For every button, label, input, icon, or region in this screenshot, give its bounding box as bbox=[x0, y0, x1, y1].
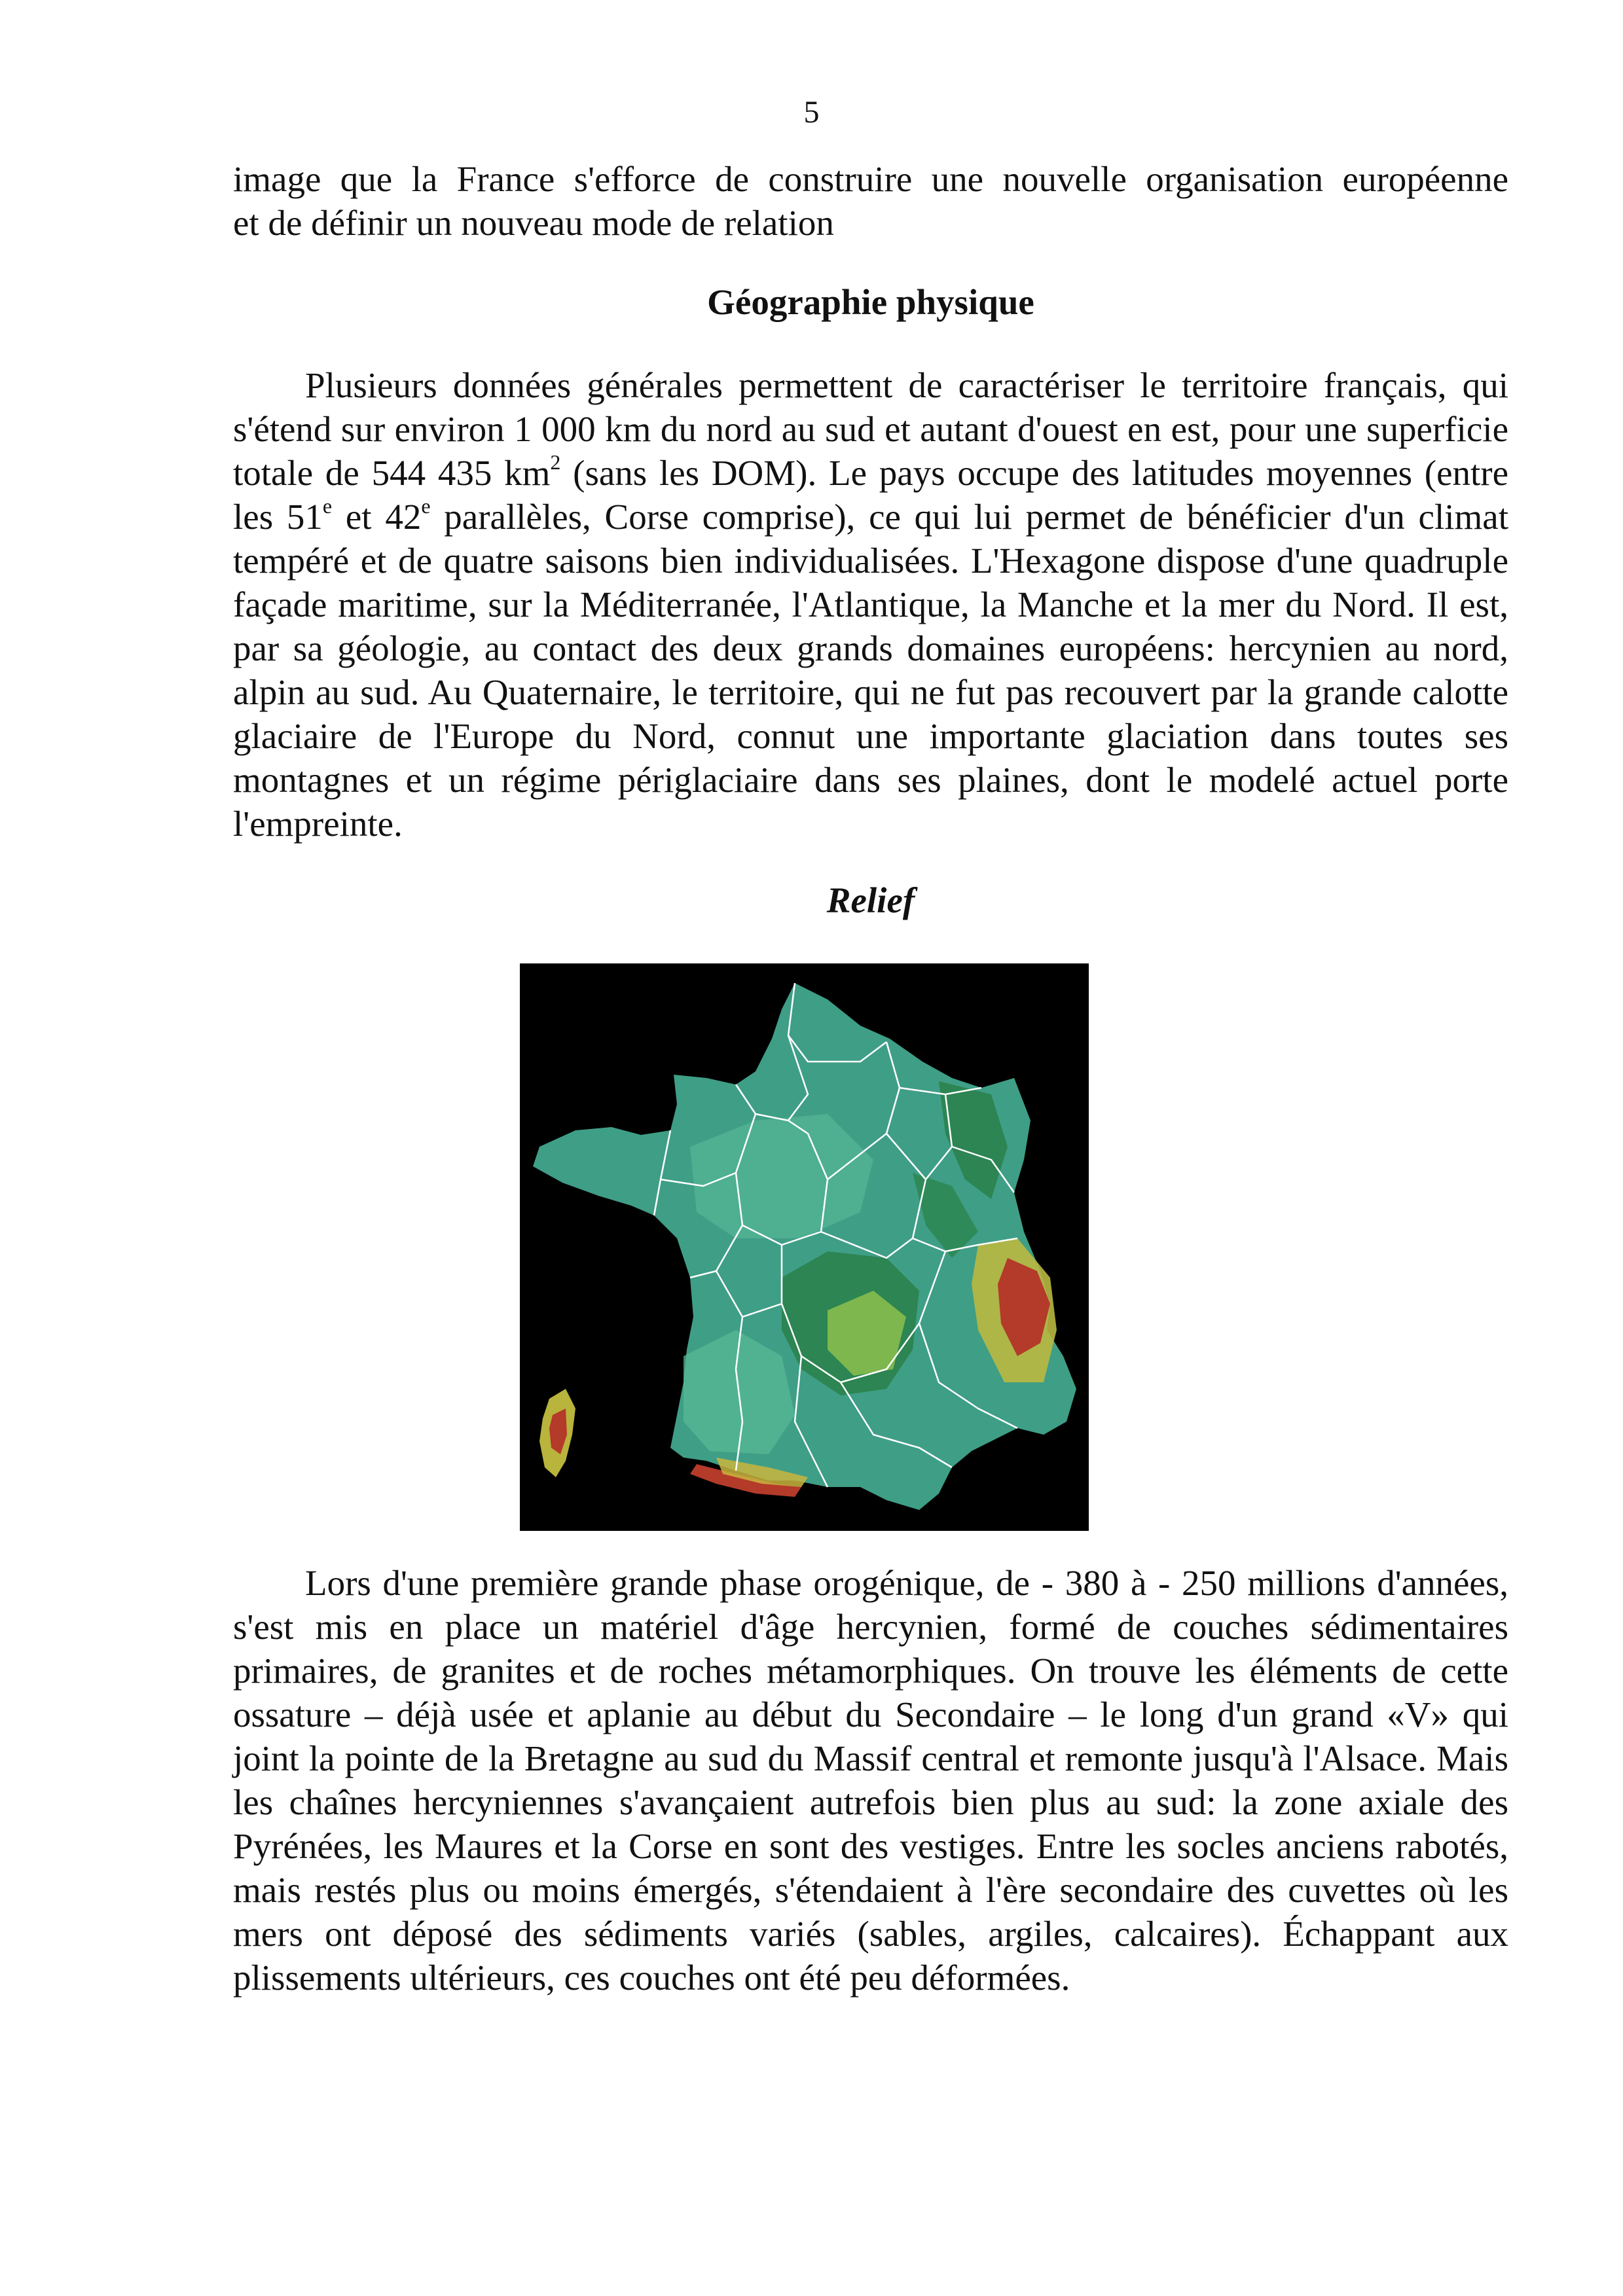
relief-map-figure bbox=[520, 963, 1089, 1531]
section-heading-geographie: Géographie physique bbox=[707, 282, 1034, 322]
geo-text-part-3: et 42 bbox=[332, 497, 422, 537]
superscript-42e: e bbox=[421, 494, 431, 518]
section-heading-relief: Relief bbox=[826, 880, 915, 920]
france-relief-map bbox=[520, 963, 1089, 1531]
geo-text-part-1: Plusieurs données générales permettent de caractériser le territoire français, qui s'étend sur environ 1 000 km du nord au sud et autant d'ouest en est, pour une superficie totale de 544 435 km bbox=[233, 365, 1508, 493]
geo-text-part-2: (sans les DOM). Le pays occupe des latitudes moyennes (entre les 51 bbox=[233, 453, 1509, 537]
superscript-km2: 2 bbox=[550, 450, 561, 474]
page-number: 5 bbox=[803, 95, 820, 130]
geo-text-part-4: parallèles, Corse comprise), ce qui lui permet de bénéficier d'un climat tempéré et de quatre saisons bien individualisées. L'Hexagone dispose d'une quadruple façade maritime, sur la Méditerranée, l'Atlantique, la Manche et la mer du Nord. Il est, par sa géologie, au contact des deux grands domaines européens: hercynien au nord, alpin au sud. Au Quaternaire, le territoire, qui ne fut pas recouvert par la grande calotte glaciaire de l'Europe du Nord, connut une importante glaciation dans toutes ses montagnes et un régime périglaciaire dans ses plaines, dont le modelé actuel porte l'empreinte. bbox=[233, 497, 1508, 844]
intro-paragraph bbox=[233, 157, 1508, 245]
intro-line-2: et de définir un nouveau mode de relation bbox=[233, 203, 834, 243]
geographie-paragraph bbox=[233, 363, 1508, 846]
superscript-51e: e bbox=[322, 494, 333, 518]
intro-line-1: image que la France s'efforce de construire une nouvelle organisation européenne bbox=[233, 159, 1508, 199]
relief-paragraph: Lors d'une première grande phase orogénique, de - 380 à - 250 millions d'années, s'est mis en place un matériel d'âge hercynien, formé de couches sédimentaires primaires, de granites et de roches métamorphiques. On trouve les éléments de cette ossature – déjà usée et aplanie au début du Secondaire – le long d'un grand «V» qui joint la pointe de la Bretagne au sud du Massif central et remonte jusqu'à l'Alsace. Mais les chaînes hercyniennes s'avançaient autrefois bien plus au sud: la zone axiale des Pyrénées, les Maures et la Corse en sont des vestiges. Entre les socles anciens rabotés, mais restés plus ou moins émergés, s'étendaient à l'ère secondaire des cuvettes où les mers ont déposé des sédiments variés (sables, argiles, calcaires). Échappant aux plissements ultérieurs, ces couches ont été peu déformées. bbox=[233, 1563, 1508, 1998]
